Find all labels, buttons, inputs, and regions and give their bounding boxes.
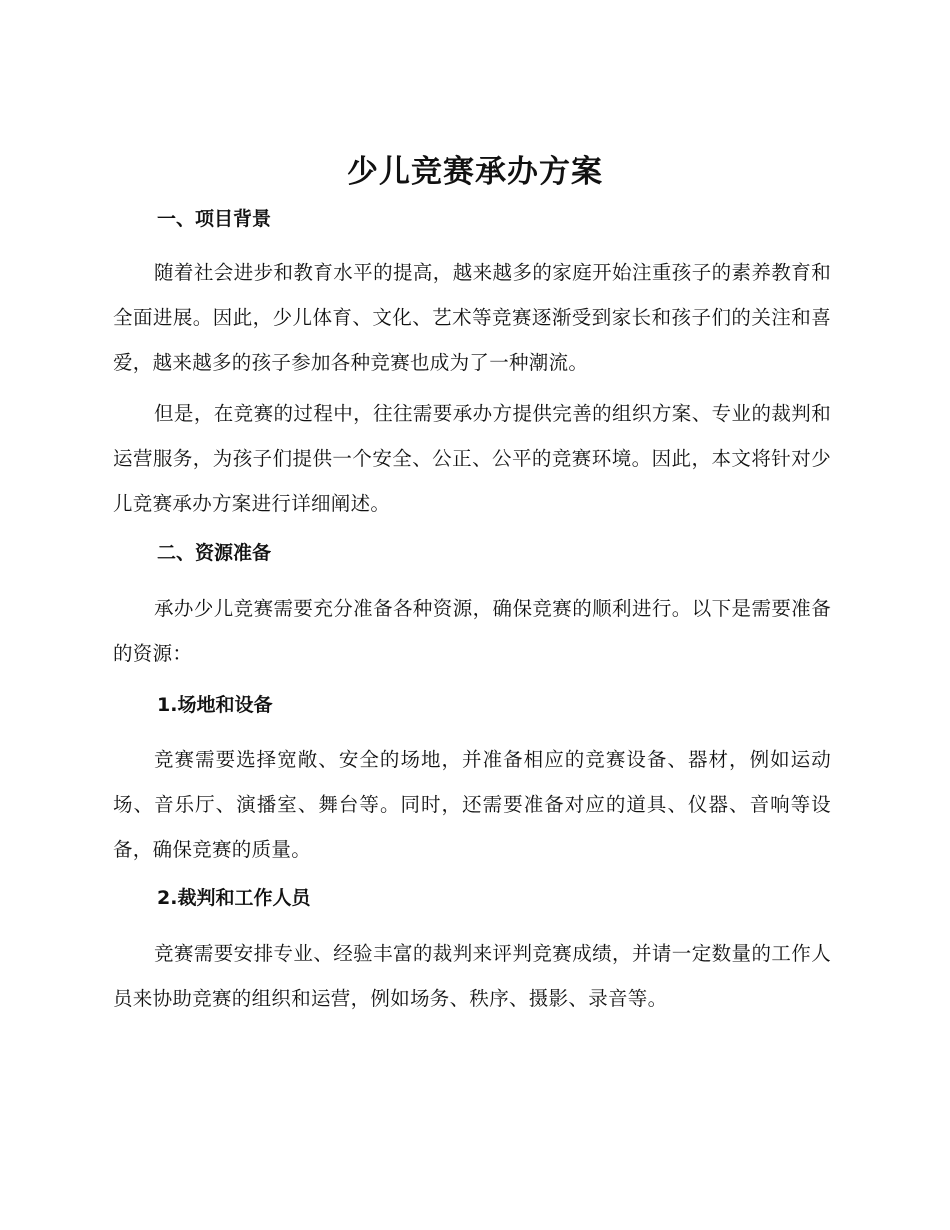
section-heading-background: 一、项目背景 [157, 208, 272, 230]
paragraph-resources-intro: 承办少儿竞赛需要充分准备各种资源，确保竞赛的顺利进行。以下是需要准备的资源： [113, 597, 831, 665]
subheading-venue-equipment: 1.场地和设备 [157, 694, 273, 716]
paragraph-judges-staff: 竞赛需要安排专业、经验丰富的裁判来评判竞赛成绩，并请一定数量的工作人员来协助竞赛的组织和运营，例如场务、秩序、摄影、录音等。 [113, 942, 831, 1010]
paragraph-venue-equipment: 竞赛需要选择宽敞、安全的场地，并准备相应的竞赛设备、器材，例如运动场、音乐厅、演播室、舞台等。同时，还需要准备对应的道具、仪器、音响等设备，确保竞赛的质量。 [113, 748, 831, 861]
subheading-judges-staff: 2.裁判和工作人员 [157, 887, 311, 909]
section-heading-resources: 二、资源准备 [157, 542, 272, 564]
paragraph-background-2: 但是，在竞赛的过程中，往往需要承办方提供完善的组织方案、专业的裁判和运营服务，为孩子们提供一个安全、公正、公平的竞赛环境。因此，本文将针对少儿竞赛承办方案进行详细阐述。 [113, 402, 831, 515]
document-title: 少儿竞赛承办方案 [347, 154, 603, 190]
paragraph-background-1: 随着社会进步和教育水平的提高，越来越多的家庭开始注重孩子的素养教育和全面进展。因此，少儿体育、文化、艺术等竞赛逐渐受到家长和孩子们的关注和喜爱，越来越多的孩子参加各种竞赛也成为了一种潮流。 [113, 261, 831, 374]
